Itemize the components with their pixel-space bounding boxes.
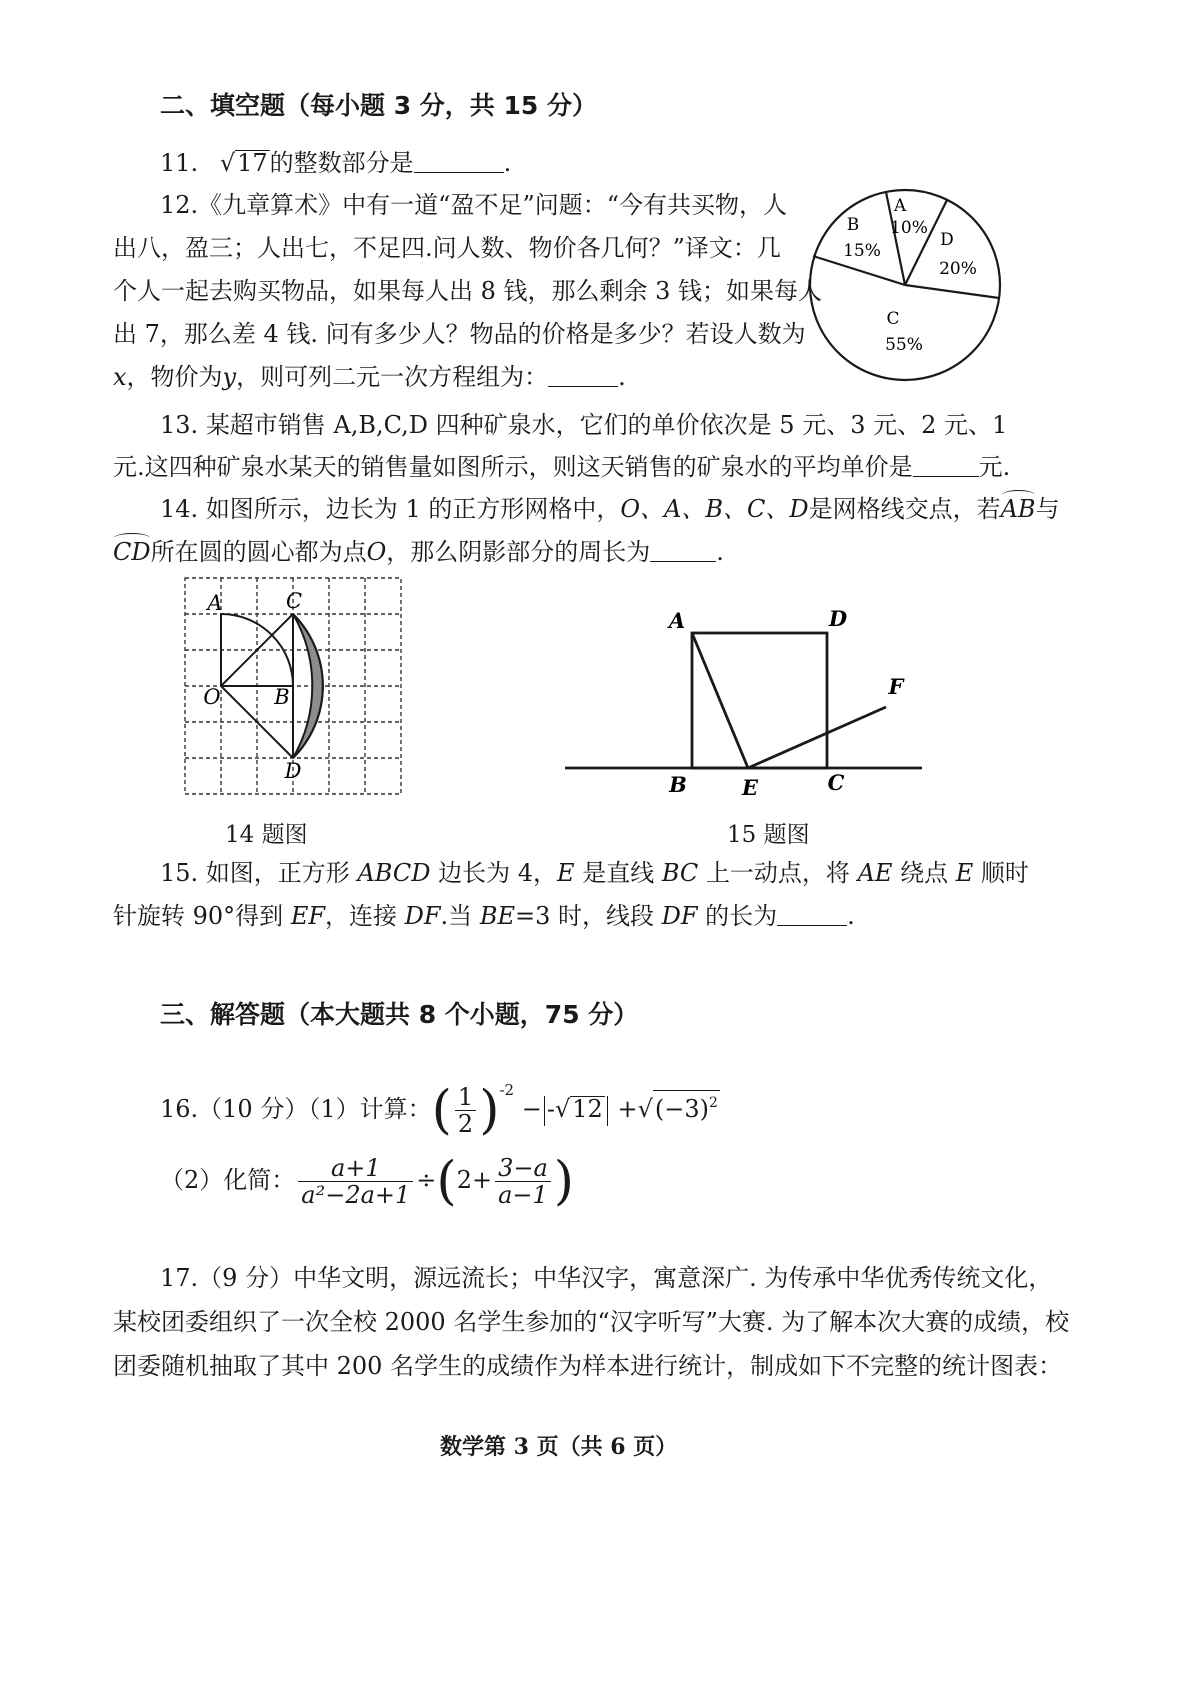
q16-fraction-2: $\frac{3-a}{a-1}$ (495, 1155, 551, 1208)
fig14-label-a: A (207, 591, 223, 615)
q17-line2: 某校团委组织了一次全校 2000 名学生参加的“汉字听写”大赛. 为了解本次大赛的成绩，校 (113, 1308, 1070, 1336)
fig14-label-o: O (203, 685, 221, 709)
q13-number: 13. (160, 411, 199, 439)
arc-ab: AB (1000, 495, 1036, 523)
q14-line2: CD所在圆的圆心都为点O，那么阴影部分的周长为 . (113, 538, 724, 566)
pie-pct-d: 20% (939, 259, 977, 279)
pie-label-c: C (886, 309, 900, 329)
fig14-label-c: C (285, 589, 303, 613)
q11-number: 11. (160, 149, 199, 177)
q13-answer-blank (913, 452, 979, 477)
q16-label: 16.（10 分）（1）计算： (160, 1095, 432, 1123)
segment-ef (748, 707, 886, 768)
q12-number: 12. (160, 191, 199, 219)
fig15-label-f: F (888, 674, 904, 699)
q13-line2: 元.这四种矿泉水某天的销售量如图所示，则这天销售的矿泉水的平均单价是 元. (113, 453, 1011, 481)
fig15-label-e: E (741, 775, 759, 800)
pie-pct-c: 55% (885, 335, 923, 355)
square-abcd (692, 633, 827, 768)
q14-number: 14. (160, 495, 199, 523)
q16-part1: 16.（10 分）（1）计算：( $\frac{1}{2}$ )$^{-2} - -√12 +√(-3)^2$ (160, 1080, 718, 1141)
pie-chart (805, 185, 1005, 385)
fig15-label-a: A (668, 608, 686, 633)
q14-line1: 14. 如图所示，边长为 1 的正方形网格中，O、A、B、C、D是网格线交点，若AB与 (160, 495, 1060, 523)
q12-line2: 出八，盈三；人出七，不足四.问人数、物价各几何？”译文：几 (113, 234, 781, 262)
fig15-label-c: C (827, 770, 845, 795)
pie-label-d: D (940, 230, 954, 250)
pie-divider-dc (905, 285, 999, 298)
q14-answer-blank (650, 537, 716, 562)
fig14-label-d: D (284, 759, 302, 783)
fig15-label-d: D (828, 606, 848, 631)
pie-label-b: B (846, 215, 860, 235)
figure-14 (170, 570, 420, 810)
q16-fraction-half: $\frac{1}{2}$ (455, 1084, 476, 1137)
section2-heading: 二、填空题（每小题 3 分，共 15 分） (160, 91, 598, 120)
q16-fraction-1: $\frac{a+1}{\text{a²−2a+1}}$ (298, 1155, 413, 1208)
q15-number: 15. (160, 859, 199, 887)
q15-answer-blank (777, 901, 847, 926)
q12-line5: x，物价为y，则可列二元一次方程组为： . (113, 363, 626, 391)
fig15-label-b: B (669, 772, 687, 797)
q11: 11. √17的整数部分是 . (160, 149, 512, 177)
q12-line1: 12.《九章算术》中有一道“盈不足”问题：“今有共买物，人 (160, 191, 787, 219)
arc-cd: CD (113, 538, 151, 566)
figure-14-caption: 14 题图 (225, 822, 308, 848)
q15-line1: 15. 如图，正方形 ABCD 边长为 4，E 是直线 BC 上一动点，将 AE 绕点 E 顺时 (160, 859, 1029, 887)
q11-text: 的整数部分是 (269, 149, 414, 177)
figure-15-lines (565, 633, 922, 768)
pie-pct-b: 15% (843, 241, 881, 261)
q16-part2: （2）化简： $\frac{a+1}{\text{a²−2a+1}}$ ÷(2+ $\frac{3-a}{a-1}$ ) (160, 1151, 575, 1212)
q16-sqrt-square: $(-3)^2$ (653, 1090, 720, 1121)
segment-ae (692, 633, 748, 768)
q17-line1: 17.（9 分）中华文明，源远流长；中华汉字，寓意深广. 为传承中华优秀传统文化， (160, 1264, 1053, 1292)
q12-line3: 个人一起去购买物品，如果每人出 8 钱，那么剩余 3 钱；如果每人 (113, 277, 823, 305)
figure-15 (560, 600, 930, 810)
q13-line1: 13. 某超市销售 A,B,C,D 四种矿泉水，它们的单价依次是 5 元、3 元、2 元、1 (160, 411, 1008, 439)
pie-label-a: A (893, 196, 907, 216)
q15-line2: 针旋转 90°得到 EF，连接 DF.当 BE=3 时，线段 DF 的长为 . (113, 902, 855, 930)
fig14-label-b: B (274, 685, 290, 709)
q11-answer-blank (414, 148, 504, 173)
page-footer: 数学第 3 页（共 6 页） (440, 1434, 678, 1460)
q11-radicand: 17 (237, 149, 268, 177)
pie-pct-a: 10% (890, 218, 928, 238)
q12-line4: 出 7，那么差 4 钱. 问有多少人？物品的价格是多少？若设人数为 (113, 320, 806, 348)
q12-answer-blank (548, 362, 618, 387)
section3-heading: 三、解答题（本大题共 8 个小题，75 分） (160, 1000, 639, 1029)
figure-15-caption: 15 题图 (727, 822, 810, 848)
q17-line3: 团委随机抽取了其中 200 名学生的成绩作为样本进行统计，制成如下不完整的统计图表： (113, 1352, 1063, 1380)
